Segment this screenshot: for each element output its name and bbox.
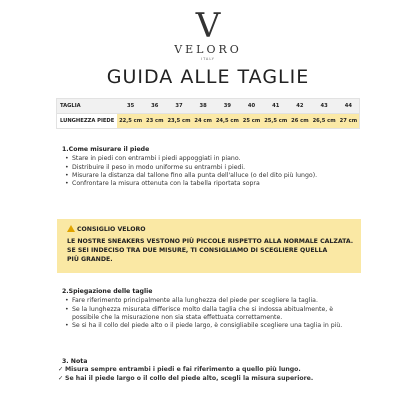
section-heading: 3. Nota <box>62 358 88 365</box>
list-item: • Misurare la distanza dal tallone fino alla punta dell'alluce (o del dito più lungo). <box>72 172 362 180</box>
note-item <box>58 366 358 374</box>
size-row-label: TAGLIA <box>57 99 118 114</box>
size-cell: 42 <box>289 99 310 114</box>
page-title: GUIDA ALLE TAGLIE <box>106 66 310 88</box>
size-cell: 37 <box>165 99 192 114</box>
checkmark-icon: ✓ <box>58 366 64 374</box>
length-cell: 27 cm <box>338 114 360 129</box>
section-measure <box>62 146 362 188</box>
checkmark-icon: ✓ <box>58 374 64 382</box>
tip-body <box>67 237 357 264</box>
brand-logo <box>0 6 416 61</box>
note-text: Misura sempre entrambi i piedi e fai riferimento a quello più lungo. <box>65 366 301 374</box>
section-heading: 2.Spiegazione delle taglie <box>62 288 153 295</box>
tip-line: PIÙ GRANDE. <box>67 256 113 263</box>
warning-icon <box>67 225 75 232</box>
size-row <box>57 99 360 114</box>
length-cell: 25,5 cm <box>262 114 289 129</box>
length-row-label: LUNGHEZZA PIEDE <box>57 114 118 129</box>
length-cell: 23 cm <box>144 114 165 129</box>
list-item: • Distribuire il peso in modo uniforme su entrambi i piedi. <box>72 164 362 172</box>
size-cell: 41 <box>262 99 289 114</box>
length-row <box>57 114 360 129</box>
tip-title: CONSIGLIO VELORO <box>77 226 146 233</box>
list-item: • Confrontare la misura ottenuta con la tabella riportata sopra <box>72 180 362 188</box>
length-cell: 26,5 cm <box>311 114 338 129</box>
note-item <box>58 375 358 383</box>
section-heading: 1.Come misurare il piede <box>62 146 150 153</box>
tip-title-row <box>67 225 146 233</box>
size-cell: 38 <box>193 99 214 114</box>
explain-list <box>62 297 362 330</box>
size-cell: 35 <box>117 99 144 114</box>
brand-sub: ITALY <box>201 57 215 61</box>
tip-line: LE NOSTRE SNEAKERS VESTONO PIÙ PICCOLE RISPETTO ALLA NORMALE CALZATA. <box>67 238 354 245</box>
list-item: • Se si ha il collo del piede alto o il piede largo, è consigliabile scegliere una taglia in più. <box>72 322 362 330</box>
length-cell: 23,5 cm <box>165 114 192 129</box>
size-cell: 40 <box>241 99 262 114</box>
length-cell: 24 cm <box>193 114 214 129</box>
tip-box <box>57 219 361 273</box>
size-cell: 36 <box>144 99 165 114</box>
size-cell: 39 <box>214 99 241 114</box>
list-item: • Se la lunghezza misurata differisce molto dalla taglia che si indossa abitualmente, è possibile che la misurazione non sia stata effettuata correttamente. <box>72 306 362 323</box>
size-cell: 43 <box>311 99 338 114</box>
size-cell: 44 <box>338 99 360 114</box>
section-sizes-explained <box>62 288 362 330</box>
measure-list <box>62 155 362 188</box>
logo-mark: V <box>195 6 221 46</box>
note-text: Se hai il piede largo o il collo del piede alto, scegli la misura superiore. <box>65 374 314 382</box>
list-item: • Stare in piedi con entrambi i piedi appoggiati in piano. <box>72 155 362 163</box>
list-item: • Fare riferimento principalmente alla lunghezza del piede per scegliere la taglia. <box>72 297 362 305</box>
length-cell: 25 cm <box>241 114 262 129</box>
tip-line: SE SEI INDECISO TRA DUE MISURE, TI CONSIGLIAMO DI SCEGLIERE QUELLA <box>67 247 328 254</box>
size-table <box>56 98 360 129</box>
length-cell: 24,5 cm <box>214 114 241 129</box>
length-cell: 22,5 cm <box>117 114 144 129</box>
section-note <box>58 358 358 383</box>
length-cell: 26 cm <box>289 114 310 129</box>
brand-name: VELORO <box>174 43 242 56</box>
